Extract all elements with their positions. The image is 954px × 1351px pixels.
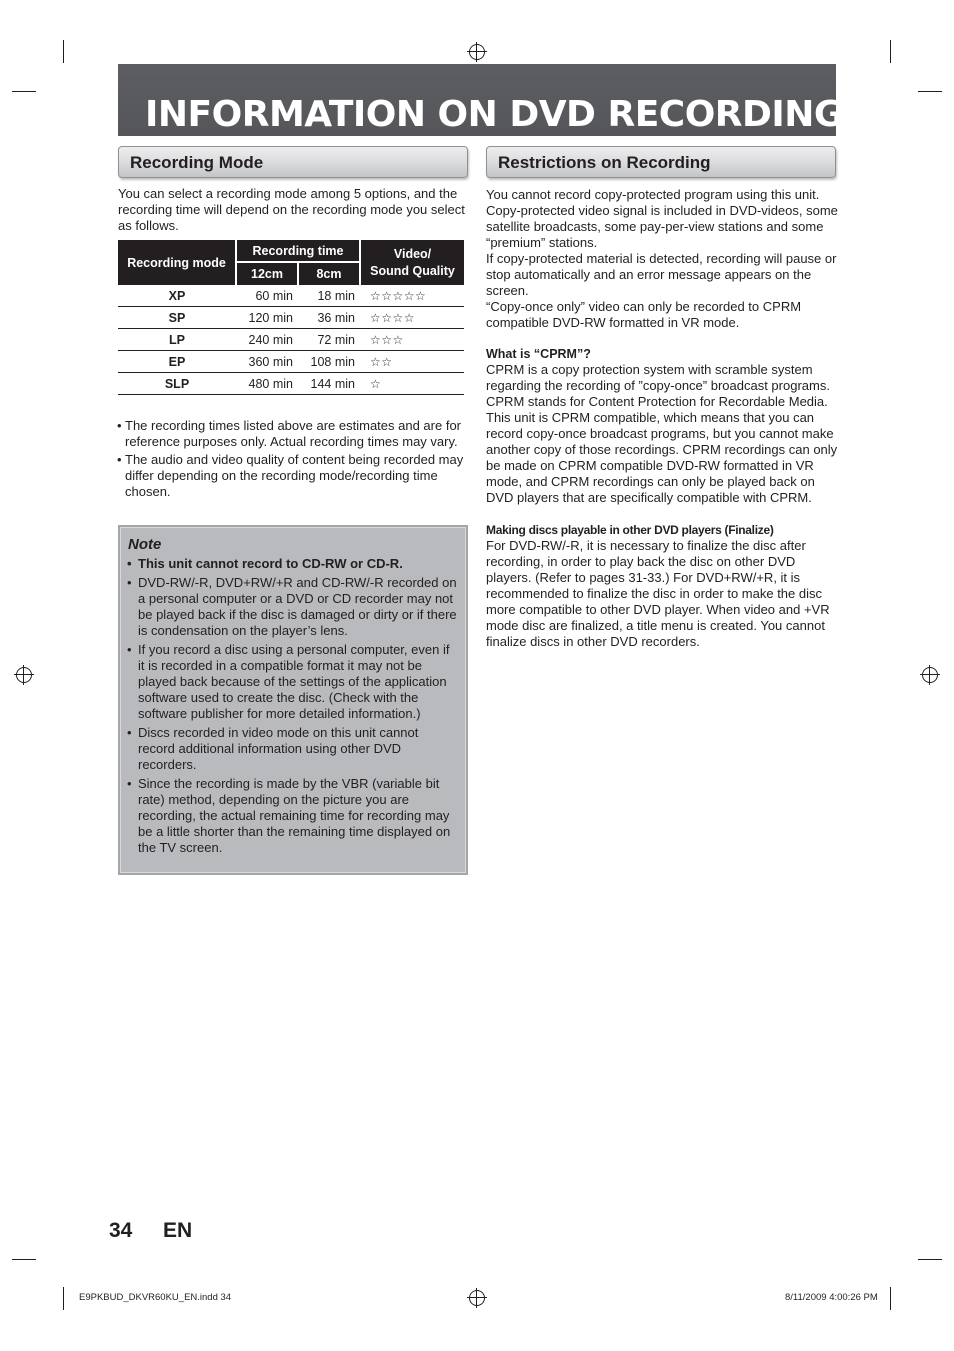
date-slug: 8/11/2009 4:00:26 PM (785, 1292, 878, 1303)
finalize-heading: Making discs playable in other DVD players (Finalize) (486, 523, 774, 537)
time-8cm-cell: 18 min (298, 285, 360, 307)
table-row (118, 351, 464, 373)
table-header-8cm: 8cm (298, 262, 360, 285)
time-12cm-cell: 360 min (236, 351, 298, 373)
table-row (118, 307, 464, 329)
list-item: • DVD-RW/-R, DVD+RW/+R and CD-RW/-R recorded on a personal computer or a DVD or CD recorder may not be played back if the disc is damaged or dirty or if there is condensation on the player’s lens. (128, 575, 458, 639)
quality-stars-icon: ☆ (360, 373, 464, 395)
note-box (118, 525, 468, 875)
time-8cm-cell: 108 min (298, 351, 360, 373)
quality-stars-icon: ☆☆☆☆ (360, 307, 464, 329)
list-item: • This unit cannot record to CD-RW or CD-R. (128, 556, 458, 572)
registration-mark-icon (16, 667, 32, 683)
recording-mode-notes (118, 418, 468, 500)
page-title: INFORMATION ON DVD RECORDING (145, 94, 843, 135)
list-item: • The recording times listed above are estimates and are for reference purposes only. Actual recording times may vary. (118, 418, 468, 450)
table-header-12cm: 12cm (236, 262, 298, 285)
file-slug: E9PKBUD_DKVR60KU_EN.indd 34 (79, 1292, 232, 1303)
finalize-para: For DVD-RW/-R, it is necessary to finalize the disc after recording, in order to play back the disc on other DVD players. (Refer to pages 31-33.) For DVD+RW/+R, it is recommended to finalize the disc in order to make the disc more compatible to other DVD player. When video and +VR mode disc are finalized, a title menu is created. You cannot finalize discs in other DVD recorders. (486, 538, 830, 649)
mode-cell: EP (118, 351, 236, 373)
table-header-quality-line2: Sound Quality (370, 263, 455, 278)
crop-mark (918, 91, 942, 92)
quality-stars-icon: ☆☆ (360, 351, 464, 373)
time-12cm-cell: 60 min (236, 285, 298, 307)
table-header-time: Recording time (236, 240, 360, 262)
cprm-para-1: CPRM is a copy protection system with scramble system regarding the recording of ”copy-once” broadcast programs. CPRM stands for Content Protection for Recordable Media. (486, 362, 830, 409)
mode-cell: LP (118, 329, 236, 351)
list-item: • If you record a disc using a personal computer, even if it is recorded in a compatible format it may not be played back because of the settings of the application software used to create the disc. (Check with the software publisher for more detailed information.) (128, 642, 458, 722)
time-12cm-cell: 120 min (236, 307, 298, 329)
section-heading-restrictions: Restrictions on Recording (486, 146, 836, 178)
cprm-para-2: This unit is CPRM compatible, which means that you can record copy-once broadcast programs, but you cannot make another copy of those recordings. CPRM recordings can only be made on CPRM compatible DVD-RW formatted in VR mode, and CPRM recordings can only be played back on DVD players that are specifically compatible with CPRM. (486, 410, 838, 505)
mode-cell: SLP (118, 373, 236, 395)
restrictions-para-3: “Copy-once only” video can only be recorded to CPRM compatible DVD-RW formatted in VR mode. (486, 299, 802, 330)
note-list (128, 556, 458, 856)
restrictions-para-1: You cannot record copy-protected program using this unit. Copy-protected video signal is included in DVD-videos, some satellite broadcasts, some pay-per-view stations and some “premium” stations. (486, 187, 838, 250)
list-item: • Discs recorded in video mode on this unit cannot record additional information using other DVD recorders. (128, 725, 458, 773)
list-item: • The audio and video quality of content being recorded may differ depending on the recording mode/recording time chosen. (118, 452, 468, 500)
time-8cm-cell: 72 min (298, 329, 360, 351)
quality-stars-icon: ☆☆☆☆☆ (360, 285, 464, 307)
registration-mark-icon (469, 44, 485, 60)
table-row (118, 285, 464, 307)
list-item: • Since the recording is made by the VBR (variable bit rate) method, depending on the picture you are recording, the actual remaining time for recording may be a little shorter than the remaining time displayed on the TV screen. (128, 776, 458, 856)
page-number: 34 (109, 1219, 133, 1242)
time-12cm-cell: 240 min (236, 329, 298, 351)
crop-mark (12, 1259, 36, 1260)
crop-mark (890, 1287, 891, 1310)
time-8cm-cell: 144 min (298, 373, 360, 395)
mode-cell: XP (118, 285, 236, 307)
crop-mark (890, 40, 891, 63)
page-language: EN (163, 1219, 193, 1242)
time-8cm-cell: 36 min (298, 307, 360, 329)
mode-cell: SP (118, 307, 236, 329)
crop-mark (12, 91, 36, 92)
table-row (118, 373, 464, 395)
table-row (118, 329, 464, 351)
cprm-heading: What is “CPRM”? (486, 347, 591, 361)
registration-mark-icon (469, 1290, 485, 1306)
registration-mark-icon (922, 667, 938, 683)
crop-mark (63, 1287, 64, 1310)
restrictions-para-2: If copy-protected material is detected, recording will pause or stop automatically and an error message appears on the screen. (486, 251, 837, 298)
note-label: Note (128, 536, 162, 553)
restrictions-body (486, 187, 838, 650)
time-12cm-cell: 480 min (236, 373, 298, 395)
quality-stars-icon: ☆☆☆ (360, 329, 464, 351)
recording-mode-intro: You can select a recording mode among 5 options, and the recording time will depend on the recording mode you select as follows. (118, 186, 465, 233)
table-header-quality (360, 240, 464, 285)
crop-mark (918, 1259, 942, 1260)
section-heading-recording-mode: Recording Mode (118, 146, 468, 178)
table-header-mode: Recording mode (118, 240, 236, 285)
crop-mark (63, 40, 64, 63)
recording-mode-table (118, 240, 464, 395)
table-header-quality-line1: Video/ (393, 246, 432, 261)
